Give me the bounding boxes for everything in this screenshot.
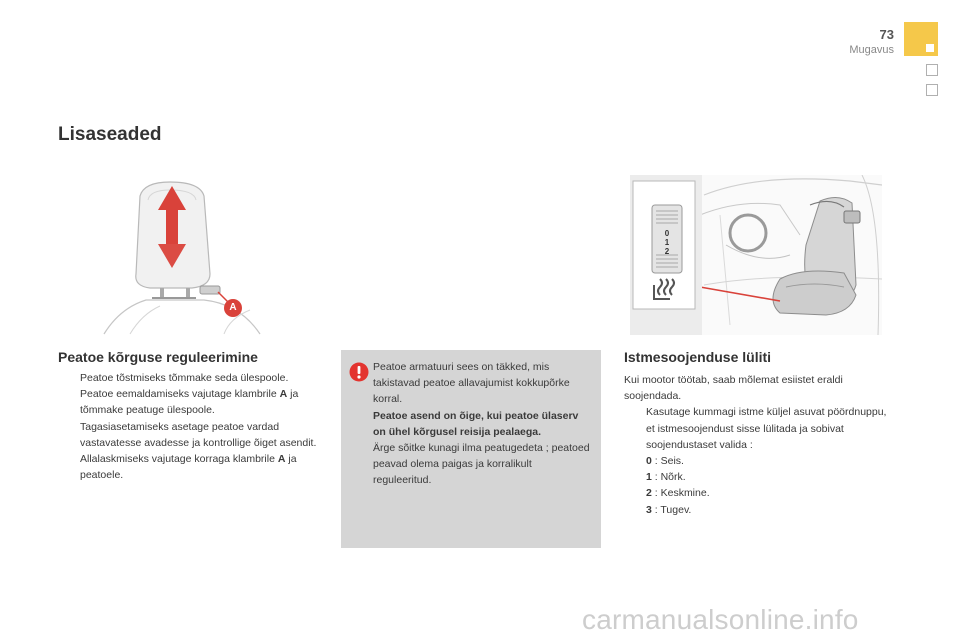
section-tab-3 bbox=[926, 84, 938, 96]
list-item bbox=[58, 451, 320, 483]
seat-heating-instructions bbox=[624, 372, 894, 518]
warning-box bbox=[341, 350, 601, 548]
callout-a-label: A bbox=[229, 302, 237, 313]
headrest-instructions bbox=[58, 370, 320, 483]
level-key: 3 bbox=[646, 503, 652, 516]
level-key: 0 bbox=[646, 455, 652, 468]
headrest-bullet-list bbox=[58, 370, 320, 483]
main-title: Lisaseaded bbox=[58, 124, 162, 145]
warning-text bbox=[373, 359, 593, 489]
tab-marker-icon bbox=[926, 44, 934, 52]
section-tab-active bbox=[904, 22, 938, 56]
level-label: : Nõrk. bbox=[651, 471, 686, 484]
clip-reference: A bbox=[277, 453, 286, 466]
seat-heating-intro: Kui mootor töötab, saab mõlemat esiistet eraldi soojendada. bbox=[624, 374, 843, 403]
list-item bbox=[58, 370, 320, 386]
dial-label-1: 1 bbox=[664, 238, 670, 247]
heating-level-1 bbox=[646, 469, 894, 485]
warning-emphasis: Peatoe asend on õige, kui peatoe ülaserv on ühel kõrgusel reisija pealaega. bbox=[373, 409, 579, 438]
watermark: carmanualsonline.info bbox=[582, 604, 859, 635]
item-text: Tagasiasetamiseks asetage peatoe vardad vastavatesse avadesse ja kontrollige õiget asendit. bbox=[80, 420, 317, 449]
seat-heating-bullet-list bbox=[624, 404, 894, 453]
heating-levels bbox=[624, 453, 894, 518]
level-label: : Keskmine. bbox=[651, 487, 710, 500]
warning-line-1: Peatoe armatuuri sees on täkked, mis takistavad peatoe allavajumist kokkupõrke korral. bbox=[373, 361, 570, 406]
level-key: 1 bbox=[646, 471, 652, 484]
item-text: Peatoe eemaldamiseks vajutage klambrile bbox=[80, 388, 280, 401]
level-label: : Seis. bbox=[651, 455, 684, 468]
item-text: Allalaskmiseks vajutage korraga klambrile bbox=[80, 453, 278, 466]
headrest-figure bbox=[100, 178, 280, 336]
section-tab-2 bbox=[926, 64, 938, 76]
heating-level-0 bbox=[646, 453, 894, 469]
item-text: Peatoe tõstmiseks tõmmake seda ülespoole. bbox=[80, 372, 289, 384]
clip-reference: A bbox=[279, 388, 288, 401]
dial-label-2: 2 bbox=[664, 247, 670, 256]
item-text: Kasutage kummagi istme küljel asuvat pöördnuppu, et istmesoojendust sisse lülitada ja sobivat soojendustaset valida : bbox=[646, 406, 887, 451]
seat-heating-figure bbox=[630, 175, 882, 335]
section-name: Mugavus bbox=[849, 44, 894, 56]
item-text: ja peatoele. bbox=[80, 453, 297, 482]
heating-level-3 bbox=[646, 502, 894, 518]
item-text: ja tõmmake peatuge ülespoole. bbox=[80, 388, 299, 417]
headrest-section-title: Peatoe kõrguse reguleerimine bbox=[58, 349, 258, 365]
heating-level-2 bbox=[646, 485, 894, 501]
list-item bbox=[624, 404, 894, 453]
headrest-illustration-icon bbox=[100, 178, 280, 336]
warning-line-2: Ärge sõitke kunagi ilma peatugedeta ; peatoed peavad olema paigas ja korralikult reguleeritud. bbox=[373, 442, 590, 487]
seat-heating-title: Istmesoojenduse lüliti bbox=[624, 349, 772, 365]
list-item bbox=[58, 386, 320, 418]
dial-label-0: 0 bbox=[664, 229, 670, 238]
level-label: : Tugev. bbox=[651, 503, 692, 516]
warning-icon bbox=[349, 362, 369, 382]
page-number: 73 bbox=[879, 27, 894, 42]
list-item bbox=[58, 419, 320, 451]
level-key: 2 bbox=[646, 487, 652, 500]
